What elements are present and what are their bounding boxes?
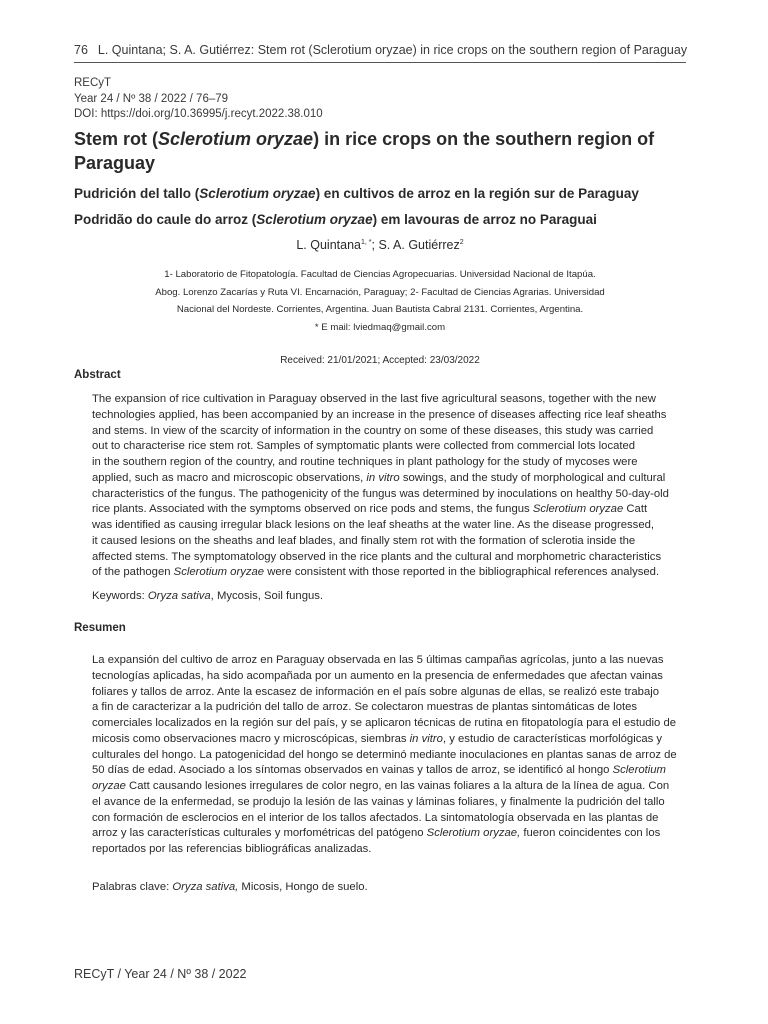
author-affiliation-mark: 2 xyxy=(459,238,464,246)
running-header xyxy=(74,43,688,57)
text-line: technologies applied, has been accompanied by an increase in the presence of diseases affecting rice leaf sheaths xyxy=(92,408,667,421)
italic-term: in vitro xyxy=(366,471,400,484)
text-line: foliares y tallos de arroz. Ante la escasez de información en el país sobre algunas de ellas, se realizó este trabajo xyxy=(92,685,660,698)
abstract-heading: Abstract xyxy=(74,369,121,381)
portuguese-title: Podridão do caule do arroz (Sclerotium oryzae) em lavouras de arroz no Paraguai xyxy=(74,212,597,227)
italic-term: Sclerotium oryzae xyxy=(532,503,624,516)
affiliations xyxy=(120,266,640,336)
author-name: S. A. Gutiérrez xyxy=(378,238,460,252)
italic-term: Sclerotium xyxy=(612,764,666,777)
text-line: el avance de la enfermedad, se produjo la lesión de las vainas y láminas foliares, y finalmente la pudrición del tallo xyxy=(92,795,665,808)
text-line: 50 días de edad. Asociado a los síntomas observados en vainas y tallos de arroz, se identificó al hongo Sclerotium xyxy=(92,764,666,777)
text-line: of the pathogen Sclerotium oryzae were consistent with those reported in the bibliographical references analysed. xyxy=(92,566,660,579)
affiliation-line: 1- Laboratorio de Fitopatología. Facultad de Ciencias Agropecuarias. Universidad Nacional de Itapúa. xyxy=(164,269,596,280)
text-line: con formación de esclerocios en el interior de los tallos afectados. La sintomatología observada en las plantas de xyxy=(92,811,659,824)
italic-term: Oryza sativa xyxy=(147,590,211,602)
page-footer: RECyT / Year 24 / Nº 38 / 2022 xyxy=(74,967,247,981)
italic-term: in vitro xyxy=(409,732,443,745)
text-line: La expansión del cultivo de arroz en Paraguay observada en las 5 últimas campañas agrícolas, junto a las nuevas xyxy=(92,654,664,666)
text-line: tecnologías aplicadas, ha sido acompañada por un aumento en la presencia de enfermedades que afectan vainas xyxy=(92,669,663,682)
text-line: arroz y las características culturales y morfométricas del patógeno Sclerotium oryzae, fueron coincidentes con los xyxy=(92,827,661,840)
text-line: and stems. In view of the scarcity of information in the country on some of these diseases, this study was carried xyxy=(92,424,654,437)
header-divider xyxy=(74,62,686,63)
palabras-clave: Palabras clave: Oryza sativa, Micosis, Hongo de suelo. xyxy=(92,881,368,893)
keywords: Keywords: Oryza sativa, Mycosis, Soil fungus. xyxy=(92,590,324,602)
article-metadata xyxy=(74,76,323,123)
text-line: in the southern region of the country, and routine techniques in plant pathology for the study of mycoses were xyxy=(92,456,638,468)
received-accepted-dates: Received: 21/01/2021; Accepted: 23/03/2022 xyxy=(280,355,480,366)
resumen-heading: Resumen xyxy=(74,622,126,634)
text-line: reportados por las referencias bibliográficas analizadas. xyxy=(92,843,372,855)
text-line: comerciales localizados en la región sur del país, y se aplicaron técnicas de rutina en fitopatología para el estudio de xyxy=(92,717,677,729)
page-number: 76 xyxy=(74,43,88,57)
author-list: L. Quintana$^{1, *}$; S. A. Gutiérrez$^2$ xyxy=(296,238,464,252)
text-line: a fin de caracterizar a la pudrición del tallo de arroz. Se colectaron muestras de plantas sintomáticas de lotes xyxy=(92,701,638,714)
author-affiliation-mark: 1, * xyxy=(360,238,372,246)
italic-term: Oryza sativa, xyxy=(172,881,239,893)
abstract-body xyxy=(92,392,686,581)
text-line: rice plants. Associated with the symptoms observed on rice pods and stems, the fungus Sclerotium oryzae Catt xyxy=(92,503,648,516)
journal-name: RECyT xyxy=(74,77,112,89)
text-line: was identified as causing irregular black lesions on the leaf sheaths at the water line. As the disease progressed, xyxy=(92,519,655,531)
text-line: characteristics of the fungus. The pathogenicity of the fungus was determined by inoculations on healthy 50-day-old xyxy=(92,487,669,500)
volume-info: Year 24 / Nº 38 / 2022 / 76–79 xyxy=(74,92,229,105)
text-line: oryzae Catt causando lesiones irregulares de color negro, en las vainas foliares a la altura de la línea de agua. Con xyxy=(92,780,670,792)
text-line: The expansion of rice cultivation in Paraguay observed in the last five agricultural seasons, together with the new xyxy=(92,393,656,405)
article-title: Stem rot (Sclerotium oryzae) in rice crops on the southern region of Paraguay xyxy=(74,129,655,173)
contact-email[interactable]: * E mail: lviedmaq@gmail.com xyxy=(314,321,446,333)
text-line: culturales del hongo. La patogenicidad del hongo se determinó mediante inoculaciones en plantas sanas de arroz de xyxy=(92,748,677,761)
running-title: L. Quintana; S. A. Gutiérrez: Stem rot (Sclerotium oryzae) in rice crops on the southern region of Paraguay xyxy=(97,43,688,57)
italic-term: Sclerotium oryzae xyxy=(173,566,265,579)
affiliation-line: Abog. Lorenzo Zacarías y Ruta VI. Encarnación, Paraguay; 2- Facultad de Ciencias Agrarias. Universidad xyxy=(155,286,605,298)
italic-term: oryzae xyxy=(92,780,126,792)
affiliation-line: Nacional del Nordeste. Corrientes, Argentina. Juan Bautista Cabral 2131. Corrientes, Argentina. xyxy=(176,304,584,315)
author-name: L. Quintana xyxy=(296,238,361,252)
text-line: out to characterise rice stem rot. Samples of symptomatic plants were collected from commercial lots located xyxy=(92,440,636,453)
resumen-body xyxy=(92,653,686,858)
text-line: applied, such as macro and microscopic observations, in vitro sowings, and the study of morphological and cultural xyxy=(92,471,666,484)
text-line: affected stems. The symptomatology observed in the rice plants and the cultural and morphometric characteristics xyxy=(92,550,662,563)
spanish-title: Pudrición del tallo (Sclerotium oryzae) en cultivos de arroz en la región sur de Paraguay xyxy=(74,186,639,201)
doi[interactable]: DOI: https://doi.org/10.36995/j.recyt.2022.38.010 xyxy=(74,108,323,120)
italic-term: Sclerotium oryzae, xyxy=(426,827,521,840)
text-line: micosis como observaciones macro y microscópicas, siembras in vitro, y estudio de características morfológicas y xyxy=(92,732,663,745)
text-line: it caused lesions on the sheaths and leaf blades, and finally stem rot with the formation of sclerotia inside the xyxy=(92,534,636,547)
